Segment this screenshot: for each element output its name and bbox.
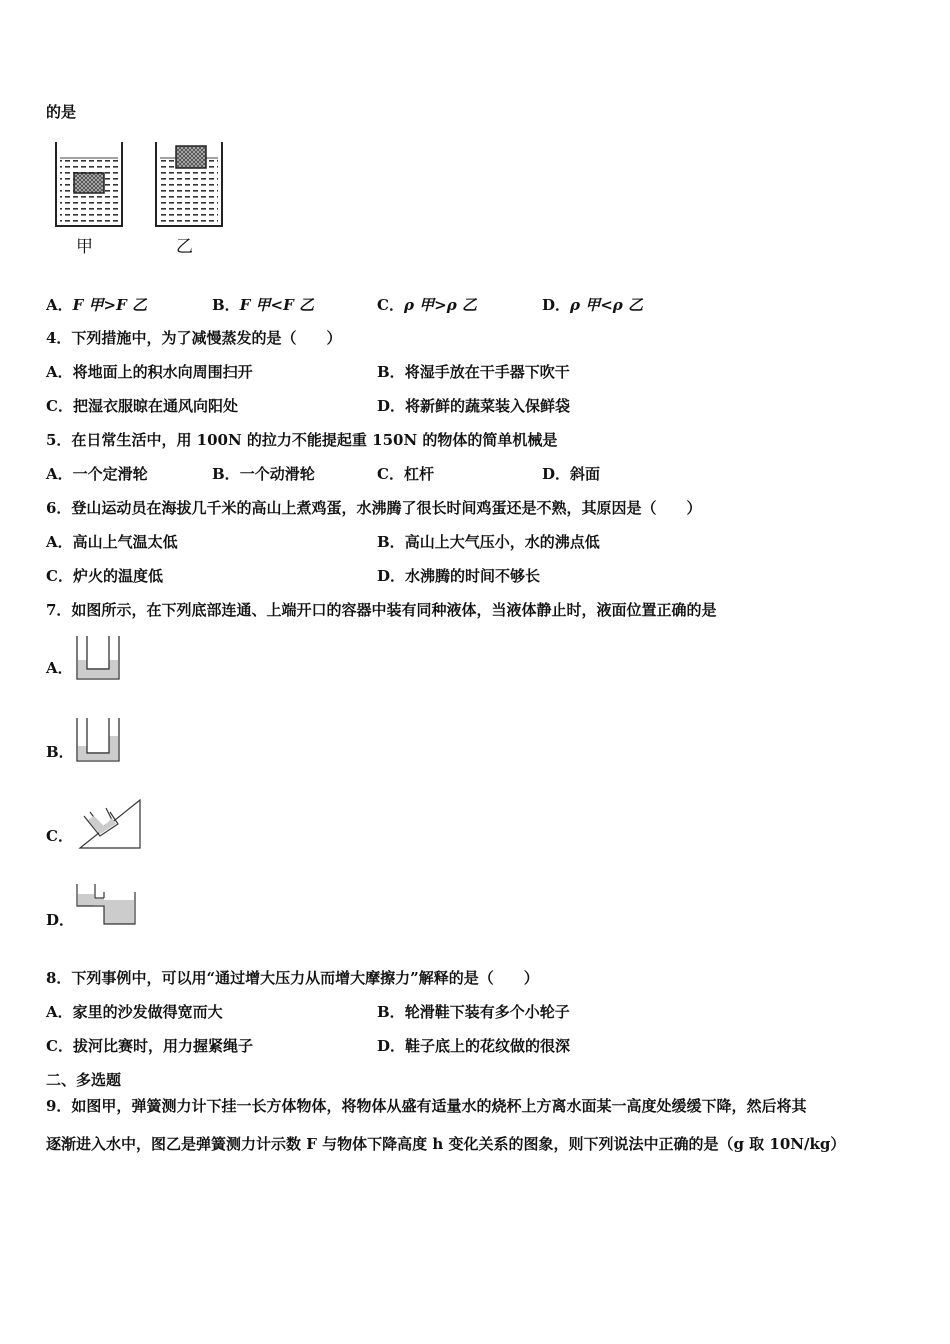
q9-stem-line1: 9．如图甲，弹簧测力计下挂一长方体物体，将物体从盛有适量水的烧杯上方离水面某一高度处缓缓下降，然后将其 (46, 1097, 807, 1115)
q6-option-c[interactable]: C．炉火的温度低 (46, 567, 163, 585)
beaker-jia (56, 142, 122, 226)
q3-option-a[interactable]: A．F 甲>F 乙 (46, 296, 147, 314)
q8-option-c[interactable]: C．拔河比赛时，用力握紧绳子 (46, 1037, 253, 1055)
q7-figure-c (74, 798, 144, 852)
q5-option-b[interactable]: B．一个动滑轮 (212, 465, 315, 483)
q7-option-c-label[interactable]: C． (46, 827, 73, 845)
q4-option-c[interactable]: C．把湿衣服晾在通风向阳处 (46, 397, 238, 415)
q8-option-a[interactable]: A．家里的沙发做得宽而大 (46, 1003, 223, 1021)
fig-label-jia: 甲 (76, 237, 93, 257)
q8-option-b[interactable]: B．轮滑鞋下装有多个小轮子 (377, 1003, 570, 1021)
q7-figure-d (74, 882, 138, 932)
q9-stem-line2: 逐渐进入水中，图乙是弹簧测力计示数 F 与物体下降高度 h 变化关系的图象，则下列说法中正确的是（g 取 10N/kg） (46, 1135, 846, 1153)
q3-option-b[interactable]: B．F 甲<F 乙 (212, 296, 314, 314)
beaker-yi (156, 142, 222, 226)
q3-stem-tail: 的是 (46, 103, 77, 121)
q8-option-d[interactable]: D．鞋子底上的花纹做的很深 (377, 1037, 571, 1055)
q4-option-b[interactable]: B．将湿手放在干手器下吹干 (377, 363, 570, 381)
q6-option-a[interactable]: A．高山上气温太低 (46, 533, 178, 551)
block-jia (74, 173, 104, 193)
q5-option-c[interactable]: C．杠杆 (377, 465, 434, 483)
block-yi (176, 146, 206, 168)
q5-option-a[interactable]: A．一个定滑轮 (46, 465, 148, 483)
q6-option-d[interactable]: D．水沸腾的时间不够长 (377, 567, 541, 585)
q7-option-b-label[interactable]: B． (46, 743, 74, 761)
q4-stem: 4．下列措施中，为了减慢蒸发的是（ ） (46, 329, 342, 347)
q5-option-d[interactable]: D．斜面 (542, 465, 601, 483)
q7-stem: 7．如图所示，在下列底部连通、上端开口的容器中装有同种液体，当液体静止时，液面位置正确的是 (46, 601, 717, 619)
fig-label-yi: 乙 (176, 237, 193, 257)
q6-stem: 6．登山运动员在海拔几千米的高山上煮鸡蛋，水沸腾了很长时间鸡蛋还是不熟，其原因是（ ） (46, 499, 702, 517)
q8-stem: 8．下列事例中，可以用“通过增大压力从而增大摩擦力”解释的是（ ） (46, 969, 539, 987)
q7-option-d-label[interactable]: D． (46, 911, 75, 929)
q7-option-a-label[interactable]: A． (46, 659, 73, 677)
q3-option-c[interactable]: C．ρ 甲>ρ 乙 (377, 296, 477, 314)
q5-stem: 5．在日常生活中，用 100N 的拉力不能提起重 150N 的物体的简单机械是 (46, 431, 558, 449)
section-heading: 二、多选题 (46, 1071, 122, 1089)
q4-option-d[interactable]: D．将新鲜的蔬菜装入保鲜袋 (377, 397, 571, 415)
q3-option-d[interactable]: D．ρ 甲<ρ 乙 (542, 296, 643, 314)
q4-option-a[interactable]: A．将地面上的积水向周围扫开 (46, 363, 253, 381)
q7-figure-a (74, 634, 122, 682)
q6-option-b[interactable]: B．高山上大气压小，水的沸点低 (377, 533, 600, 551)
q7-figure-b (74, 716, 122, 764)
